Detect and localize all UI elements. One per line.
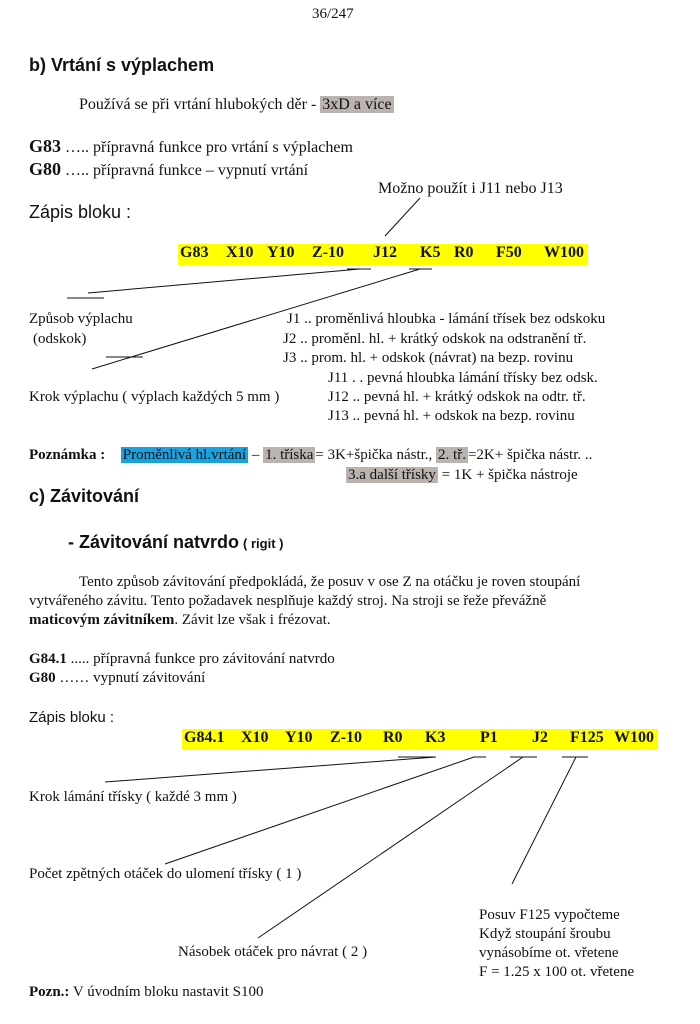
block-c-token: R0 xyxy=(383,729,403,746)
j-option: J11 . . pevná hloubka lámání třísky bez odsk. xyxy=(328,370,598,386)
para-line-2: vytvářeného závitu. Tento požadavek nesplňuje každý stroj. Na stroji se řeže převážně xyxy=(29,593,547,609)
flush-mode-label-1: Způsob výplachu xyxy=(29,311,133,327)
page-number: 36/247 xyxy=(312,6,354,22)
block-label-c: Zápis bloku : xyxy=(29,709,115,726)
block-b-token: G83 xyxy=(180,244,209,261)
reverse-turns-label: Počet zpětných otáček do ulomení třísky ( 1 ) xyxy=(29,866,302,882)
g80-c-code: G80 xyxy=(29,670,56,686)
j-option: J12 .. pevná hl. + krátký odskok na odtr. tř. xyxy=(328,389,586,405)
g80-code: G80 xyxy=(29,159,62,179)
leader-line-reverse-turns xyxy=(165,757,474,864)
leader-line-flush-step xyxy=(92,269,420,369)
block-c-token: J2 xyxy=(532,729,548,746)
block-b-token: X10 xyxy=(226,244,254,261)
para-line-1: Tento způsob závitování předpokládá, že posuv v ose Z na otáčku je roven stoupání xyxy=(79,574,581,590)
block-b-token: K5 xyxy=(420,244,441,261)
g80-desc: ….. přípravná funkce – vypnutí vrtání xyxy=(65,162,309,179)
block-c-token: Y10 xyxy=(285,729,313,746)
j-option: J2 .. proměnl. hl. + krátký odskok na odstranění tř. xyxy=(283,331,587,347)
note-chip3-text: = 1K + špička nástroje xyxy=(441,467,578,483)
note-chip1-highlight: 1. tříska xyxy=(265,447,314,463)
g841-desc: ..... přípravná funkce pro závitování natvrdo xyxy=(70,651,335,667)
note-dash: – xyxy=(251,447,260,463)
feed-note-line: vynásobíme ot. vřetene xyxy=(479,945,619,961)
return-multiplier-label: Násobek otáček pro návrat ( 2 ) xyxy=(178,944,368,960)
note-chip2-highlight: 2. tř. xyxy=(438,447,466,463)
block-c-token: Z-10 xyxy=(330,729,362,746)
g80-c-desc: …… vypnutí závitování xyxy=(59,670,206,686)
g83-code: G83 xyxy=(29,136,62,156)
usage-highlight: 3xD a více xyxy=(322,96,392,113)
block-b-token: Z-10 xyxy=(312,244,344,261)
leader-line-flush-mode xyxy=(88,269,360,293)
flush-mode-label-2: (odskok) xyxy=(33,331,87,347)
block-c-token: G84.1 xyxy=(184,729,225,746)
block-c-token: F125 xyxy=(570,729,604,746)
block-b-token: Y10 xyxy=(267,244,295,261)
j-option: J3 .. prom. hl. + odskok (návrat) na bezp. rovinu xyxy=(283,350,574,366)
leader-line-feed xyxy=(512,757,576,884)
final-note-text: V úvodním bloku nastavit S100 xyxy=(69,984,264,1000)
leader-line-chip-break xyxy=(105,757,436,782)
feed-note-line: Když stoupání šroubu xyxy=(479,926,611,942)
block-c-token: X10 xyxy=(241,729,269,746)
final-note-label: Pozn.: xyxy=(29,984,70,1000)
j-option: J13 .. pevná hl. + odskok na bezp. rovinu xyxy=(328,408,575,424)
g841-code: G84.1 xyxy=(29,651,67,667)
section-c-title: c) Závitování xyxy=(29,486,140,506)
feed-note-line: Posuv F125 vypočteme xyxy=(479,907,620,923)
block-c-token: K3 xyxy=(425,729,446,746)
note-chip3-highlight: 3.a další třísky xyxy=(348,467,436,483)
block-c-token: W100 xyxy=(614,729,654,746)
para-rest: . Závit lze však i frézovat. xyxy=(174,612,331,628)
section-b-title: b) Vrtání s výplachem xyxy=(29,55,215,75)
g83-desc: ….. přípravná funkce pro vrtání s výplachem xyxy=(65,139,353,156)
subtitle-text: - Závitování natvrdo xyxy=(68,532,240,552)
note-label: Poznámka : xyxy=(29,447,106,463)
can-use-note: Možno použít i J11 nebo J13 xyxy=(378,180,563,197)
subtitle-note: ( rigit ) xyxy=(243,536,284,551)
chip-break-label: Krok lámání třísky ( každé 3 mm ) xyxy=(29,789,237,805)
block-c-token: P1 xyxy=(480,729,498,746)
leader-line-return-multiplier xyxy=(258,757,523,938)
para-bold: maticovým závitníkem xyxy=(29,612,175,628)
feed-note-line: F = 1.25 x 100 ot. vřetene xyxy=(479,964,635,980)
j-option: J1 .. proměnlivá hloubka - lámání třísek bez odskoku xyxy=(287,311,606,327)
block-b-token: W100 xyxy=(544,244,584,261)
block-b-token: J12 xyxy=(373,244,397,261)
flush-step-label: Krok výplachu ( výplach každých 5 mm ) xyxy=(29,389,280,405)
note-chip2-text: =2K+ špička nástr. .. xyxy=(467,447,593,463)
usage-text: Používá se při vrtání hlubokých děr - xyxy=(79,96,317,113)
leader-line-can-use xyxy=(385,198,420,236)
note-blue-highlight: Proměnlivá hl.vrtání xyxy=(122,447,247,463)
note-chip1-text: = 3K+špička nástr., xyxy=(315,447,433,463)
block-b-token: R0 xyxy=(454,244,474,261)
block-label-b: Zápis bloku : xyxy=(29,202,132,222)
block-b-token: F50 xyxy=(496,244,522,261)
